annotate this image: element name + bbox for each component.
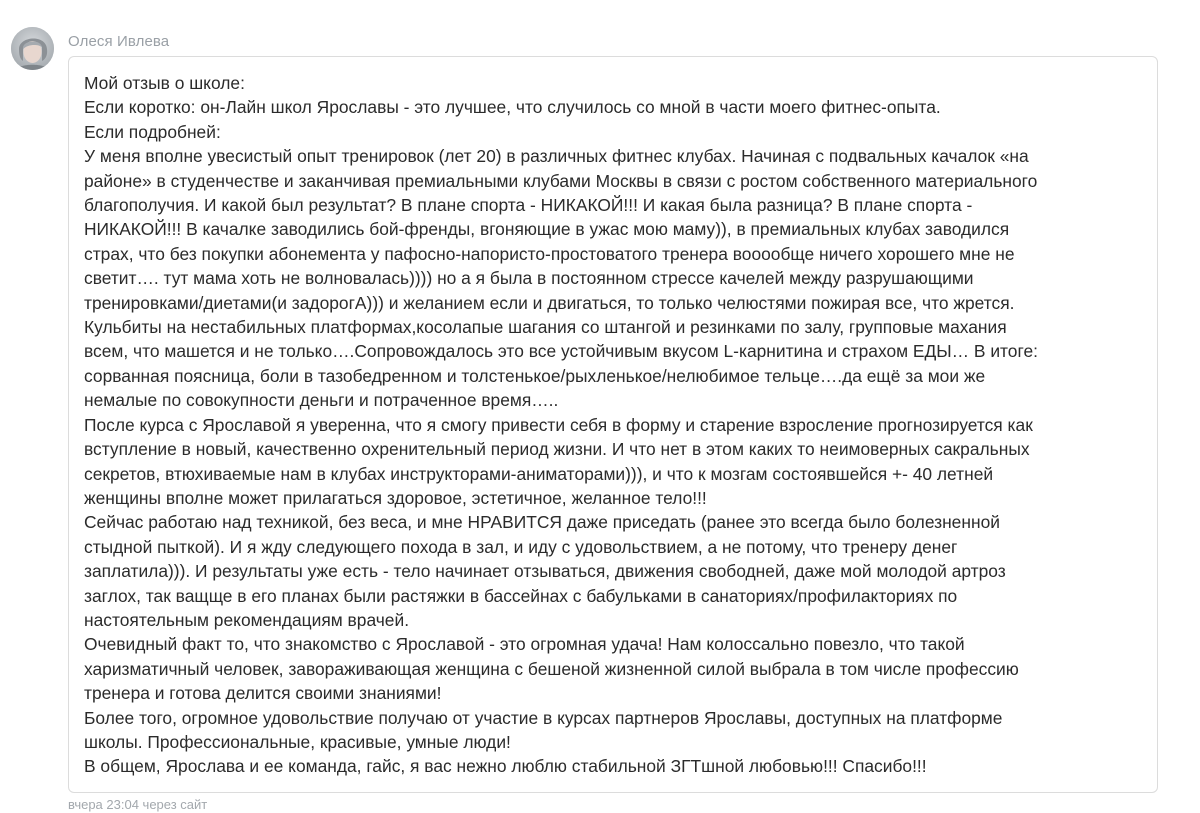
comment-line: НИКАКОЙ!!! В качалке заводились бой-френды, вгоняющие в ужас мою маму)), в премиальных клубах заводился [84,219,1010,240]
comment-line: женщины вполне может прилагаться здоровое, эстетичное, желанное тело!!! [84,487,707,508]
comment-line: Если коротко: он-Лайн школ Ярославы - это лучшее, что случилось со мной в части моего фитнес-опыта. [84,97,941,118]
comment-line: секретов, втюхиваемые нам в клубах инструкторами-аниматорами))), и что к мозгам состоявшейся +- 40 летней [84,463,994,484]
comment-line: всем, что машется и не только….Сопровождалось это все устойчивым вкусом L-карнитина и страхом ЕДЫ… В итоге: [84,341,1038,362]
comment-line: заглох, так ващще в его планах были растяжки в бассейнах с бабульками в санаториях/профилакториях по [84,585,958,606]
comment-line: Если подробней: [84,121,221,142]
comment-line: В общем, Ярослава и ее команда, гайс, я вас нежно люблю стабильной ЗГТшной любовью!!! Спасибо!!! [84,756,927,777]
author-name[interactable]: Олеся Ивлева [68,33,170,50]
comment-line: настоятельным рекомендациям врачей. [84,609,410,630]
comment-line: школы. Профессиональные, красивые, умные люди! [84,731,511,752]
comment-line: тренировками/диетами(и задорогА))) и желанием если и двигаться, то только челюстями пожирая все, что жрется. [84,292,1015,313]
comment-line: Мой отзыв о школе: [84,73,245,93]
comment-line: вступление в новый, качественно охренительный период жизни. И что нет в этом каких то неимоверных сакральных [84,439,1030,460]
comment-bubble [68,56,1158,793]
comment-line: заплатила))). И результаты уже есть - тело начинает отзываться, движения свободней, даже мой молодой артроз [84,561,1006,582]
comment-line: светит…. тут мама хоть не волновалась)))) но а я была в постоянном стрессе качелей между разрушающими [84,268,974,289]
comment-line: немалые по совокупности деньги и потраченное время….. [84,390,559,411]
avatar[interactable] [11,27,54,70]
comment-line: Очевидный факт то, что знакомство с Ярославой - это огромная удача! Нам колоссально повезло, что такой [84,634,965,655]
comment-line: стыдной пыткой). И я жду следующего похода в зал, и иду с удовольствием, а не потому, что тренеру денег [84,536,958,557]
comment-line: сорванная поясница, боли в тазобедренном и толстенькое/рыхленькое/нелюбимое тельце….да ещё за мои же [84,365,986,386]
comment-line: Сейчас работаю над техникой, без веса, и мне НРАВИТСЯ даже приседать (ранее это всегда было болезненной [84,512,1000,533]
comment-line: После курса с Ярославой я уверенна, что я смогу привести себя в форму и старение взросление прогнозируется как [84,414,1033,435]
comment-line: тренера и готова делится своими знаниями! [84,683,442,704]
comment-line: Кульбиты на нестабильных платформах,косолапые шагания со штангой и резинками по залу, групповые махания [84,317,1007,338]
comment-text [84,71,1141,779]
comment-line: Более того, огромное удовольствие получаю от участие в курсах партнеров Ярославы, доступных на платформе [84,707,1003,728]
comment-timestamp[interactable]: вчера 23:04 через сайт [68,797,208,812]
comment-line: районе» в студенчестве и заканчивая премиальными клубами Москвы в связи с ростом собственного материального [84,170,1038,191]
comment-line: благополучия. И какой был результат? В плане спорта - НИКАКОЙ!!! И какая была разница? В плане спорта - [84,195,973,216]
comment-line: страх, что без покупки абонемента у пафосно-напористо-простоватого тренера вооообще ничего хорошего мне не [84,243,1015,264]
comment-line: У меня вполне увесистый опыт тренировок (лет 20) в различных фитнес клубах. Начиная с подвальных качалок «на [84,146,1029,167]
comment-line: харизматичный человек, завораживающая женщина с бешеной жизненной силой выбрала в том числе профессию [84,658,1019,679]
user-avatar-photo-icon [11,27,54,70]
